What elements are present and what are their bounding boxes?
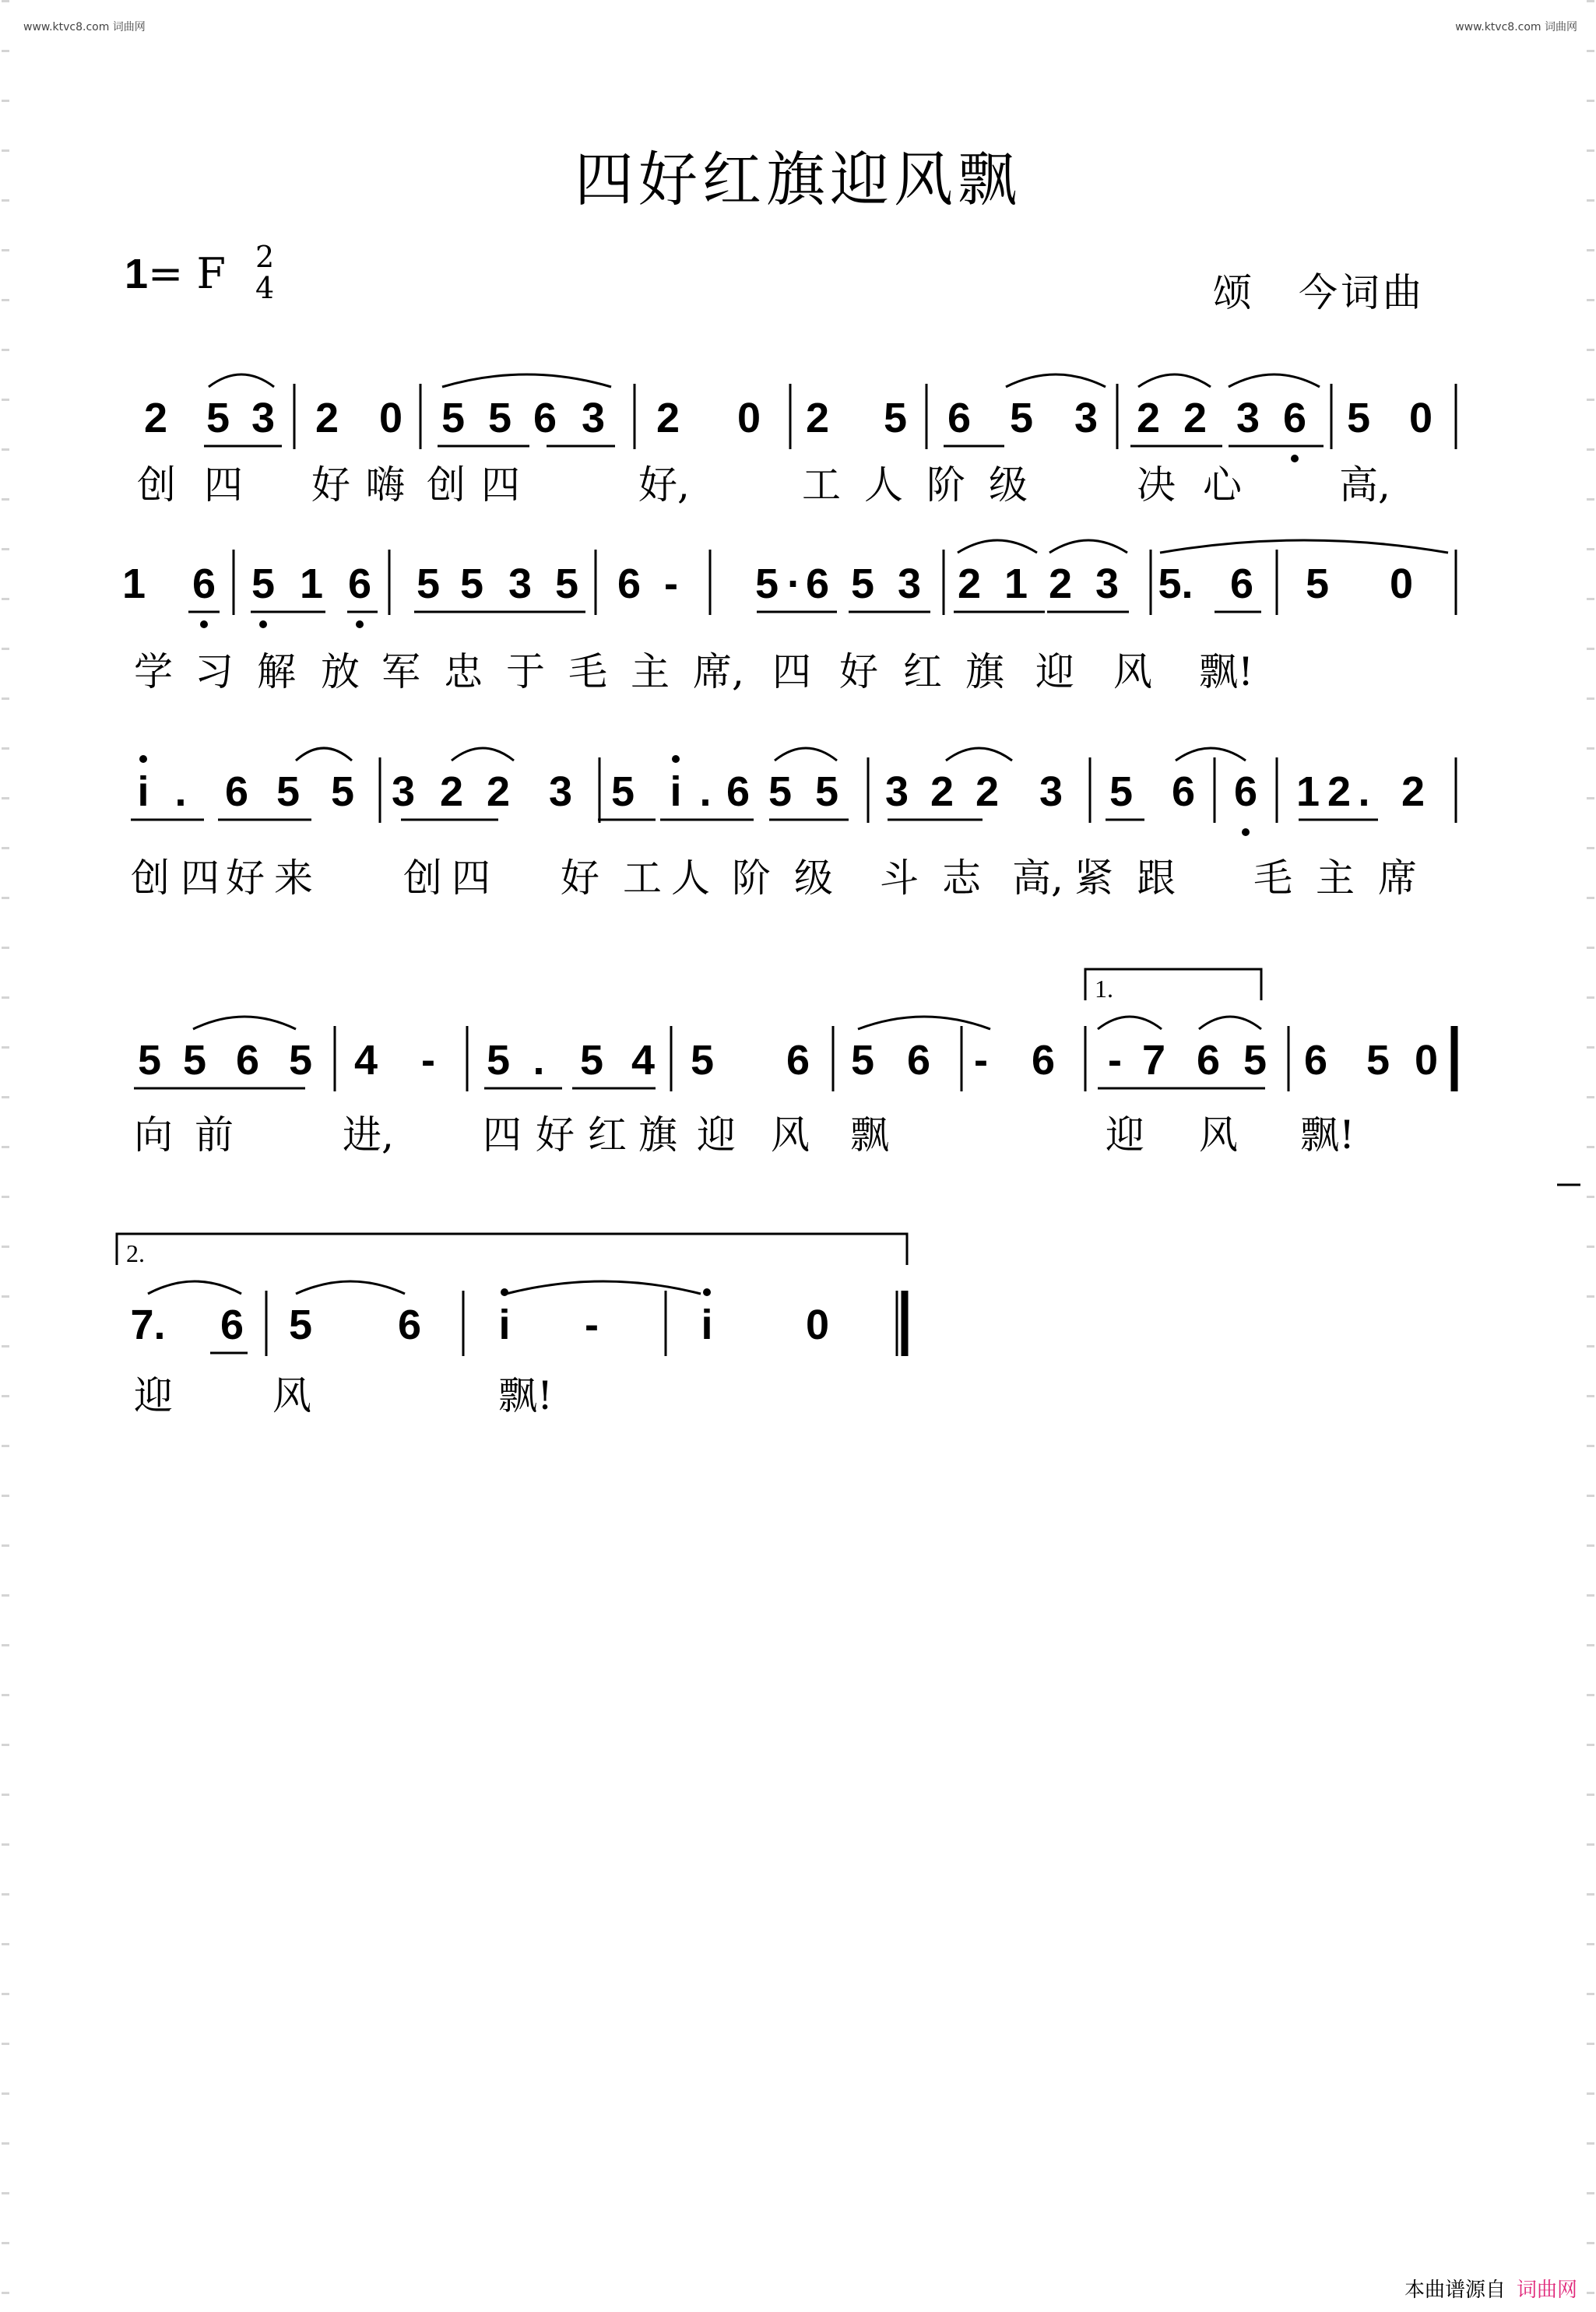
note-digit: 3 bbox=[897, 560, 922, 607]
note-digit: 6 bbox=[1171, 768, 1196, 815]
note-digit: 5 bbox=[579, 1037, 604, 1084]
slur-arc bbox=[296, 748, 352, 761]
note-digit: 5 bbox=[850, 560, 875, 607]
slur-arc bbox=[858, 1017, 990, 1029]
note-digit: 3 bbox=[1236, 395, 1260, 441]
volta-label: 2. bbox=[126, 1239, 145, 1267]
note-digit: 5 bbox=[487, 395, 512, 441]
lyric-syllable: 紧 bbox=[1074, 856, 1113, 901]
note-digit: 6 bbox=[220, 1302, 244, 1348]
note-digit: - bbox=[664, 560, 678, 607]
note-digit: i bbox=[137, 768, 149, 815]
lyric-syllable: 解 bbox=[257, 649, 296, 694]
note-digit: 6 bbox=[192, 560, 216, 607]
note-digit: . bbox=[533, 1037, 545, 1084]
note-digit: 5 bbox=[1109, 768, 1134, 815]
note-digit: 2 bbox=[315, 395, 339, 441]
note-digit: 5 bbox=[137, 1037, 162, 1084]
lyric-syllable: 跟 bbox=[1137, 856, 1176, 901]
note-digit: 5. bbox=[1158, 560, 1193, 607]
note-digit: 2 bbox=[1136, 395, 1161, 441]
lyric-syllable: 斗 bbox=[880, 856, 919, 901]
lyric-syllable: 创 bbox=[403, 856, 442, 901]
song-title: 四好红旗迎风飘 bbox=[575, 145, 1021, 214]
note-digit: 5 bbox=[883, 395, 908, 441]
lyric-syllable: 创 bbox=[137, 462, 176, 508]
note-digit: - bbox=[421, 1037, 435, 1084]
lyric-syllable: 学 bbox=[134, 649, 173, 694]
note-digit: 4 bbox=[353, 1037, 378, 1084]
lyric-syllable: 进, bbox=[343, 1112, 394, 1158]
note-digit: 5 bbox=[610, 768, 635, 815]
lyric-syllable: 迎 bbox=[1106, 1112, 1144, 1158]
lyric-syllable: 四 bbox=[481, 462, 520, 508]
lyric-syllable: 四 bbox=[204, 462, 243, 508]
composer-name: 颂 bbox=[1213, 270, 1255, 315]
note-digit: 5 bbox=[416, 560, 441, 607]
note-digit: 5 bbox=[206, 395, 230, 441]
slur-arc bbox=[1138, 374, 1211, 387]
slur-arc bbox=[1176, 748, 1246, 761]
slur-arc bbox=[209, 374, 274, 387]
note-digit: 1 bbox=[1295, 768, 1320, 815]
lyric-syllable: 飘! bbox=[1199, 649, 1254, 694]
lyric-syllable: 志 bbox=[942, 856, 981, 901]
note-digit: 5 bbox=[814, 768, 839, 815]
time-top: 2 bbox=[255, 240, 275, 274]
lyric-syllable: 于 bbox=[506, 649, 545, 694]
slur-arc bbox=[1229, 374, 1320, 387]
note-digit: 6 bbox=[1229, 560, 1254, 607]
lyric-syllable: 四 bbox=[483, 1112, 522, 1158]
note-digit: 5 bbox=[459, 560, 484, 607]
note-digit: 2 bbox=[805, 395, 830, 441]
lyric-syllable: 人 bbox=[864, 462, 903, 508]
note-digit: 5 bbox=[288, 1302, 313, 1348]
note-digit: 0 bbox=[378, 395, 403, 441]
octave-dot-below bbox=[259, 620, 267, 628]
note-digit: . bbox=[699, 768, 712, 815]
note-digit: 3 bbox=[391, 768, 416, 815]
note-digit: i bbox=[701, 1302, 713, 1348]
octave-dot-below bbox=[356, 620, 364, 628]
lyric-syllable: 向 bbox=[134, 1112, 173, 1158]
note-digit: 6 bbox=[1282, 395, 1307, 441]
note-digit: 5 bbox=[1305, 560, 1330, 607]
slur-arc bbox=[148, 1281, 241, 1294]
lyric-syllable: 毛 bbox=[568, 649, 607, 694]
lyric-syllable: 创 bbox=[131, 856, 170, 901]
note-digit: 3 bbox=[884, 768, 909, 815]
note-digit: 6 bbox=[224, 768, 249, 815]
note-digit: . bbox=[174, 768, 187, 815]
slur-arc bbox=[1098, 1017, 1162, 1029]
slur-arc bbox=[193, 1017, 296, 1029]
lyric-syllable: 风 bbox=[771, 1112, 810, 1158]
note-digit: 6 bbox=[397, 1302, 422, 1348]
lyric-syllable: 主 bbox=[631, 649, 670, 694]
note-digit: 5 bbox=[554, 560, 579, 607]
lyric-syllable: 好 bbox=[561, 856, 599, 901]
footer-brand: 词曲网 bbox=[1516, 2279, 1577, 2302]
slur-arc bbox=[1006, 374, 1106, 387]
key-pitch: = F bbox=[148, 249, 226, 298]
lyric-syllable: 四 bbox=[181, 856, 220, 901]
note-digit: 6 bbox=[805, 560, 830, 607]
site-watermark-left: www.ktvc8.com 词曲网 bbox=[23, 21, 146, 33]
octave-dot-below bbox=[200, 620, 208, 628]
note-digit: 5 bbox=[1346, 395, 1371, 441]
note-digit: 1 bbox=[1004, 560, 1028, 607]
note-digit: · bbox=[787, 560, 801, 607]
note-digit: 5 bbox=[1366, 1037, 1390, 1084]
lyric-syllable: 风 bbox=[272, 1373, 311, 1418]
note-digit: 5 bbox=[441, 395, 466, 441]
lyric-syllable: 席, bbox=[693, 649, 744, 694]
lyric-syllable: 红 bbox=[903, 649, 942, 694]
lyric-syllable: 飘! bbox=[498, 1373, 554, 1418]
note-digit: 3 bbox=[1039, 768, 1063, 815]
lyric-syllable: 前 bbox=[195, 1112, 234, 1158]
lyric-syllable: 工 bbox=[802, 462, 841, 508]
lyric-syllable: 心 bbox=[1203, 462, 1242, 508]
note-digit: 0 bbox=[1408, 395, 1433, 441]
note-digit: 3 bbox=[251, 395, 276, 441]
note-digit: 0 bbox=[805, 1302, 830, 1348]
lyric-syllable: 旗 bbox=[638, 1112, 677, 1158]
volta-label: 1. bbox=[1095, 975, 1113, 1003]
lyric-syllable: 迎 bbox=[134, 1373, 173, 1418]
slur-arc bbox=[296, 1281, 405, 1294]
note-digit: 6 bbox=[235, 1037, 260, 1084]
lyric-syllable: 高, bbox=[1012, 856, 1063, 901]
slur-arc bbox=[442, 374, 611, 387]
note-digit: 6 bbox=[1303, 1037, 1328, 1084]
lyric-syllable: 工 bbox=[623, 856, 662, 901]
octave-dot-below bbox=[1291, 455, 1299, 462]
note-digit: 5 bbox=[1009, 395, 1034, 441]
composer-role: 今词曲 bbox=[1299, 270, 1425, 315]
note-digit: 3 bbox=[548, 768, 573, 815]
lyric-syllable: 嗨 bbox=[366, 462, 405, 508]
octave-dot-above bbox=[139, 755, 147, 763]
lyric-syllable: 四 bbox=[452, 856, 490, 901]
note-digit: 7 bbox=[1141, 1037, 1166, 1084]
slur-arc bbox=[775, 748, 837, 761]
lyric-syllable: 迎 bbox=[697, 1112, 736, 1158]
lyric-syllable: 人 bbox=[671, 856, 710, 901]
lyric-syllable: 创 bbox=[427, 462, 466, 508]
note-digit: - bbox=[974, 1037, 988, 1084]
lyric-syllable: 阶 bbox=[732, 856, 771, 901]
note-digit: 6 bbox=[1196, 1037, 1221, 1084]
note-digit: 5 bbox=[182, 1037, 207, 1084]
note-digit: 6 bbox=[947, 395, 972, 441]
slur-arc bbox=[946, 748, 1012, 761]
lyric-syllable: 来 bbox=[274, 856, 313, 901]
note-digit: 5 bbox=[690, 1037, 715, 1084]
note-digit: 3 bbox=[1095, 560, 1120, 607]
note-digit: 5 bbox=[276, 768, 301, 815]
lyric-syllable: 阶 bbox=[926, 462, 965, 508]
note-digit: 1 bbox=[121, 560, 146, 607]
lyric-syllable: 好 bbox=[536, 1112, 575, 1158]
note-digit: 5 bbox=[768, 768, 793, 815]
octave-dot-above bbox=[672, 755, 680, 763]
note-digit: 4 bbox=[631, 1037, 656, 1084]
lyric-syllable: 主 bbox=[1316, 856, 1355, 901]
note-digit: 6 bbox=[1031, 1037, 1056, 1084]
note-digit: 6 bbox=[1233, 768, 1258, 815]
time-bottom: 4 bbox=[255, 271, 275, 305]
note-digit: 1 bbox=[299, 560, 324, 607]
lyric-syllable: 飘! bbox=[1300, 1112, 1355, 1158]
lyric-syllable: 决 bbox=[1137, 462, 1176, 508]
slur-arc bbox=[958, 540, 1037, 553]
octave-dot-above bbox=[501, 1288, 508, 1296]
note-digit: 3 bbox=[508, 560, 533, 607]
footer-source-label: 本曲谱源自 bbox=[1404, 2279, 1506, 2302]
lyric-syllable: 习 bbox=[195, 649, 234, 694]
note-digit: 5 bbox=[251, 560, 276, 607]
note-digit: i bbox=[498, 1302, 511, 1348]
note-digit: . bbox=[1358, 768, 1370, 815]
lyric-syllable: 飘 bbox=[850, 1112, 889, 1158]
note-digit: 6 bbox=[786, 1037, 810, 1084]
note-digit: 6 bbox=[726, 768, 751, 815]
lyric-syllable: 高, bbox=[1339, 462, 1390, 508]
note-digit: 2 bbox=[1401, 768, 1426, 815]
lyric-syllable: 放 bbox=[321, 649, 360, 694]
lyric-syllable: 好 bbox=[226, 856, 265, 901]
note-digit: 0 bbox=[736, 395, 761, 441]
lyric-syllable: 红 bbox=[588, 1112, 627, 1158]
lyric-syllable: 四 bbox=[772, 649, 811, 694]
note-digit: 0 bbox=[1389, 560, 1414, 607]
site-watermark-right: www.ktvc8.com 词曲网 bbox=[1455, 21, 1577, 33]
lyric-syllable: 迎 bbox=[1035, 649, 1074, 694]
lyric-syllable: 好, bbox=[638, 462, 690, 508]
lyric-syllable: 军 bbox=[381, 649, 420, 694]
note-digit: 5 bbox=[1243, 1037, 1267, 1084]
note-digit: 2 bbox=[143, 395, 168, 441]
note-digit: 3 bbox=[581, 395, 606, 441]
note-digit: 2 bbox=[1048, 560, 1073, 607]
note-digit: i bbox=[670, 768, 682, 815]
note-digit: - bbox=[585, 1302, 599, 1348]
key-tonic: 1 bbox=[125, 251, 149, 297]
octave-dot-below bbox=[1242, 828, 1250, 836]
slur-arc bbox=[1049, 540, 1127, 553]
lyric-syllable: 好 bbox=[311, 462, 350, 508]
lyric-syllable: 风 bbox=[1113, 649, 1152, 694]
note-digit: 6 bbox=[533, 395, 557, 441]
slur-arc bbox=[1199, 1017, 1261, 1029]
slur-arc bbox=[506, 1281, 701, 1294]
note-digit: 2 bbox=[656, 395, 680, 441]
note-digit: 3 bbox=[1074, 395, 1099, 441]
lyric-syllable: 毛 bbox=[1253, 856, 1292, 901]
lyric-syllable: 风 bbox=[1199, 1112, 1238, 1158]
footer-source bbox=[1404, 2274, 1577, 2303]
lyric-syllable: 级 bbox=[989, 462, 1028, 508]
lyric-syllable: 级 bbox=[794, 856, 833, 901]
lyric-syllable: 旗 bbox=[965, 649, 1004, 694]
slur-arc bbox=[452, 748, 514, 761]
note-digit: 0 bbox=[1414, 1037, 1439, 1084]
note-digit: 2 bbox=[1327, 768, 1352, 815]
note-digit: 6 bbox=[347, 560, 372, 607]
octave-dot-above bbox=[703, 1288, 711, 1296]
note-digit: 6 bbox=[617, 560, 642, 607]
volta-bracket bbox=[117, 1234, 907, 1265]
note-digit: 5 bbox=[288, 1037, 313, 1084]
note-digit: 5 bbox=[850, 1037, 875, 1084]
note-digit: 2 bbox=[975, 768, 1000, 815]
note-digit: 2 bbox=[930, 768, 954, 815]
note-digit: 2 bbox=[1183, 395, 1208, 441]
note-digit: 5 bbox=[330, 768, 355, 815]
note-digit: 2 bbox=[439, 768, 464, 815]
slur-arc bbox=[1160, 540, 1448, 553]
lyric-syllable: 席 bbox=[1378, 856, 1417, 901]
note-digit: - bbox=[1108, 1037, 1122, 1084]
note-digit: 5 bbox=[754, 560, 779, 607]
lyric-syllable: 忠 bbox=[444, 649, 483, 694]
note-digit: 7. bbox=[130, 1302, 166, 1348]
note-digit: 2 bbox=[486, 768, 511, 815]
note-digit: 6 bbox=[906, 1037, 931, 1084]
note-digit: 2 bbox=[957, 560, 982, 607]
lyric-syllable: 好 bbox=[839, 649, 878, 694]
note-digit: 5 bbox=[486, 1037, 511, 1084]
